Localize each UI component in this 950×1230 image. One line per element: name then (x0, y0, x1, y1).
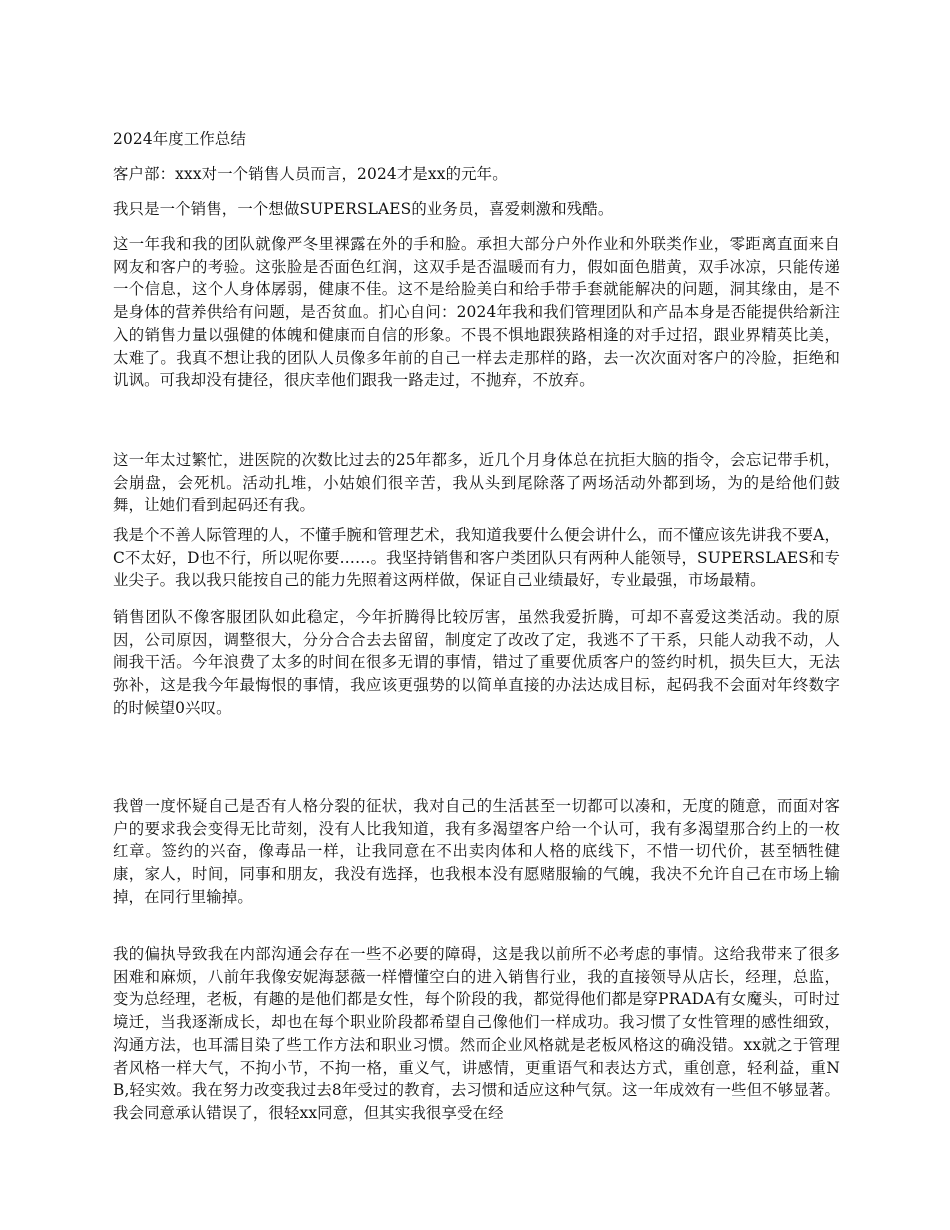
paragraph-client-dept: 客户部：xxx对一个销售人员而言，2024才是xx的元年。 (113, 165, 508, 183)
paragraph-team-hands-face: 这一年我和我的团队就像严冬里裸露在外的手和脸。承担大部分户外作业和外联类作业，零距离直面来自网友和客户的考验。这张脸是否面色红润，这双手是否温暖而有力，假如面色腊黄，双手冰凉，只能传递一个信息，这个人身体孱弱，健康不佳。这不是给脸美白和给手带手套就能解决的问题，洞其缘由，是不是身体的营养供给有问题，是否贫血。扪心自问：2024年我和我们管理团队和产品本身是否能提供给新注入的销售力量以强健的体魄和健康而自信的形象。不畏不惧地跟狭路相逢的对手过招，跟业界精英比美，太难了。我真不想让我的团队人员像多年前的自己一样去走那样的路，去一次次面对客户的冷脸，拒绝和讥讽。可我却没有捷径，很庆幸他们跟我一路走过，不抛弃，不放弃。 (113, 235, 840, 390)
paragraph-sales-team: 销售团队不像客服团队如此稳定，今年折腾得比较厉害，虽然我爱折腾，可却不喜爱这类活动。我的原因，公司原因，调整很大，分分合合去去留留，制度定了改改了定，我逃不了干系，只能人动我不动，人闹我干活。今年浪费了太多的时间在很多无谓的事情，错过了重要优质客户的签约时机，损失巨大，无法弥补，这是我今年最悔恨的事情，我应该更强势的以简单直接的办法达成目标，起码我不会面对年终数字的时候望0兴叹。 (113, 608, 840, 717)
paragraph-communication: 我的偏执导致我在内部沟通会存在一些不必要的障碍，这是我以前所不必考虑的事情。这给我带来了很多困难和麻烦，八前年我像安妮海瑟薇一样懵懂空白的进入销售行业，我的直接领导从店长，经理，总监，变为总经理，老板，有趣的是他们都是女性，每个阶段的我，都觉得他们都是穿PRADA有女魔头，可时过境迁，当我逐渐成长，却也在每个职业阶段都希望自己像他们一样成功。我习惯了女性管理的感性细致，沟通方法，也耳濡目染了些工作方法和职业习惯。然而企业风格就是老板风格这的确没错。xx就之于管理者风格一样大气，不拘小节，不拘一格，重义气，讲感情，更重语气和表达方式，重创意，轻利益，重NB,轻实效。我在努力改变我过去8年受过的教育，去习惯和适应这种气氛。这一年成效有一些但不够显著。我会同意承认错误了，很轻xx同意，但其实我很享受在经 (113, 945, 840, 1122)
paragraph-intro: 我只是一个销售，一个想做SUPERSLAES的业务员，喜爱刺激和残酷。 (113, 200, 614, 218)
paragraph-self-doubt: 我曾一度怀疑自己是否有人格分裂的征状，我对自己的生活甚至一切都可以凑和，无度的随意，而面对客户的要求我会变得无比苛刻，没有人比我知道，我有多渴望客户给一个认可，我有多渴望那合约上的一枚红章。签约的兴奋，像毒品一样，让我同意在不出卖肉体和人格的底线下，不惜一切代价，甚至牺牲健康，家人，时间，同事和朋友，我没有选择，也我根本没有愿赌服输的气魄，我决不允许自己在市场上输掉，在同行里输掉。 (113, 797, 840, 906)
paragraph-busy-year: 这一年太过繁忙，进医院的次数比过去的25年都多，近几个月身体总在抗拒大脑的指令，会忘记带手机，会崩盘，会死机。活动扎堆，小姑娘们很辛苦，我从头到尾除落了两场活动外都到场，为的是给他们鼓舞，让她们看到起码还有我。 (113, 451, 840, 515)
paragraph-management-style: 我是个不善人际管理的人，不懂手腕和管理艺术，我知道我要什么便会讲什么，而不懂应该先讲我不要A，C不太好，D也不行，所以呢你要……。我坚持销售和客户类团队只有两种人能领导，SUPERSLAES和专业尖子。我以我只能按自己的能力先照着这两样做，保证自己业绩最好，专业最强，市场最精。 (113, 526, 840, 590)
document-title: 2024年度工作总结 (113, 130, 247, 148)
